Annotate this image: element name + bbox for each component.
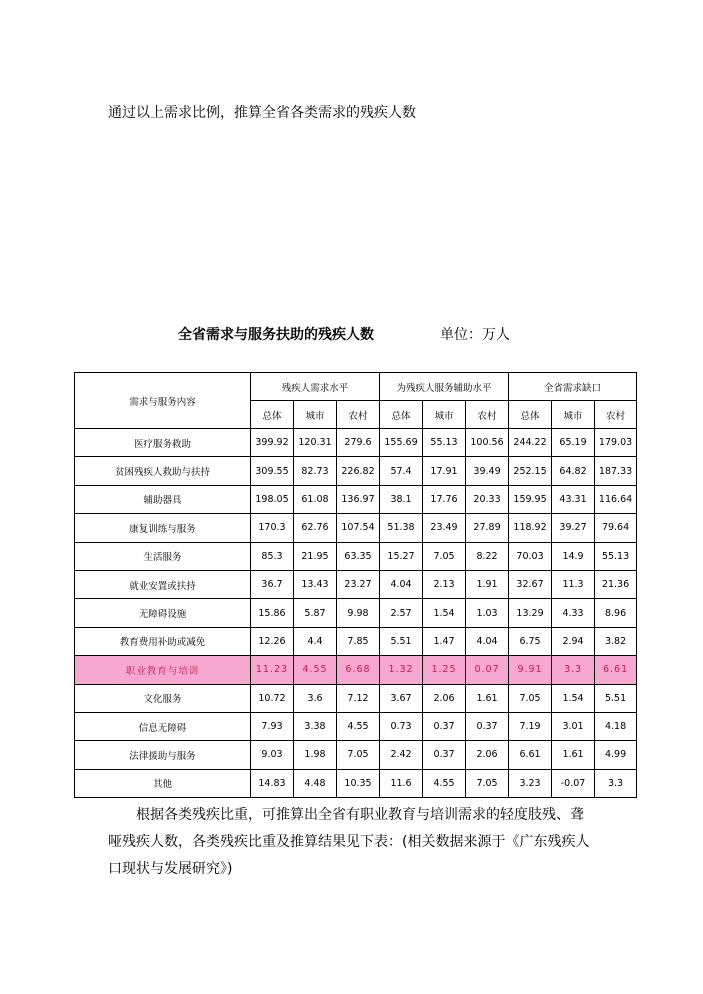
row-label: 其他 [75,769,251,797]
table-cell: 17.76 [423,485,466,513]
row-label: 辅助器具 [75,485,251,513]
subhead-total: 总体 [380,401,423,429]
row-label: 贫困残疾人救助与扶持 [75,457,251,485]
table-cell: 1.47 [423,627,466,655]
subhead-rural: 农村 [595,401,637,429]
table-cell: 11.6 [380,769,423,797]
table-cell: 61.08 [294,485,337,513]
table-cell: 100.56 [466,429,509,457]
header-row-groups [75,373,637,401]
table-cell: 2.42 [380,741,423,769]
row-label: 文化服务 [75,684,251,712]
table-cell: 65.19 [552,429,595,457]
table-cell: 20.33 [466,485,509,513]
table-cell: 4.18 [595,712,637,740]
table-cell: 226.82 [337,457,380,485]
table-cell: 62.76 [294,514,337,542]
table-cell: 7.85 [337,627,380,655]
table-row [75,542,637,570]
table-cell: 4.04 [380,570,423,598]
table-cell: 8.22 [466,542,509,570]
table-cell: 3.82 [595,627,637,655]
table-cell: 6.61 [509,741,552,769]
table-cell: 0.07 [466,656,509,684]
table-cell: 11.23 [251,656,294,684]
group-header-gap: 全省需求缺口 [509,373,637,401]
table-cell: 1.61 [466,684,509,712]
table-cell: 170.3 [251,514,294,542]
table-row [75,599,637,627]
table-cell: 1.03 [466,599,509,627]
table-cell: 79.64 [595,514,637,542]
table-cell: 309.55 [251,457,294,485]
table-cell: 27.89 [466,514,509,542]
table-row [75,769,637,797]
table-cell: 1.32 [380,656,423,684]
table-cell: 14.83 [251,769,294,797]
table-cell: 70.03 [509,542,552,570]
table-cell: 118.92 [509,514,552,542]
table-cell: 13.43 [294,570,337,598]
subhead-city: 城市 [294,401,337,429]
table-cell: 2.06 [466,741,509,769]
footnote [108,802,608,883]
intro-text: 通过以上需求比例，推算全省各类需求的残疾人数 [108,105,416,121]
table-cell: 3.67 [380,684,423,712]
table-cell: 155.69 [380,429,423,457]
table-cell: 159.95 [509,485,552,513]
table-cell: 5.51 [380,627,423,655]
table-cell: 10.35 [337,769,380,797]
table-cell: 1.91 [466,570,509,598]
table-cell: 399.92 [251,429,294,457]
table-cell: 14.9 [552,542,595,570]
subhead-total: 总体 [251,401,294,429]
table-cell: 2.57 [380,599,423,627]
subhead-total: 总体 [509,401,552,429]
table-cell: 244.22 [509,429,552,457]
table-cell: 4.55 [337,712,380,740]
footnote-line-2: 哑残疾人数，各类残疾比重及推算结果见下表：(相关数据来源于《广东残疾人 [108,834,590,850]
table-cell: 55.13 [595,542,637,570]
table-row [75,656,637,684]
table-cell: 15.86 [251,599,294,627]
table-cell: 187.33 [595,457,637,485]
table-cell: 4.99 [595,741,637,769]
group-header-service: 为残疾人服务辅助水平 [380,373,509,401]
table-cell: 0.37 [423,712,466,740]
table-cell: 17.91 [423,457,466,485]
table-cell: 11.3 [552,570,595,598]
table-row [75,627,637,655]
table-cell: 3.23 [509,769,552,797]
row-label: 就业安置或扶持 [75,570,251,598]
table-row [75,485,637,513]
table-cell: 7.05 [509,684,552,712]
table-cell: 23.49 [423,514,466,542]
table-cell: 2.13 [423,570,466,598]
table-cell: 9.91 [509,656,552,684]
table-cell: 38.1 [380,485,423,513]
table-cell: 4.55 [294,656,337,684]
table-cell: 3.01 [552,712,595,740]
row-label: 信息无障碍 [75,712,251,740]
table-cell: -0.07 [552,769,595,797]
table-cell: 4.33 [552,599,595,627]
table-cell: 3.6 [294,684,337,712]
table-cell: 5.51 [595,684,637,712]
table-cell: 0.73 [380,712,423,740]
table-cell: 7.05 [337,741,380,769]
table-cell: 179.03 [595,429,637,457]
row-label: 教育费用补助或减免 [75,627,251,655]
footnote-line-1: 根据各类残疾比重，可推算出全省有职业教育与培训需求的轻度肢残、聋 [136,807,584,823]
row-label: 生活服务 [75,542,251,570]
table-cell: 7.12 [337,684,380,712]
table-cell: 6.68 [337,656,380,684]
table-cell: 136.97 [337,485,380,513]
row-label-header: 需求与服务内容 [75,373,251,429]
table-cell: 64.82 [552,457,595,485]
table-cell: 39.27 [552,514,595,542]
group-header-demand: 残疾人需求水平 [251,373,380,401]
table-cell: 85.3 [251,542,294,570]
row-label: 无障碍设施 [75,599,251,627]
table-cell: 39.49 [466,457,509,485]
footnote-line-3: 口现状与发展研究》) [108,861,233,877]
table-cell: 1.98 [294,741,337,769]
table-cell: 7.93 [251,712,294,740]
table-row [75,741,637,769]
table-cell: 7.05 [466,769,509,797]
table-cell: 51.38 [380,514,423,542]
table-cell: 6.61 [595,656,637,684]
table-cell: 198.05 [251,485,294,513]
table-cell: 0.37 [423,741,466,769]
table-cell: 12.26 [251,627,294,655]
subhead-city: 城市 [423,401,466,429]
subhead-rural: 农村 [337,401,380,429]
table-cell: 1.54 [552,684,595,712]
table-cell: 10.72 [251,684,294,712]
table-cell: 1.25 [423,656,466,684]
table-row [75,570,637,598]
table-cell: 6.75 [509,627,552,655]
table-title: 全省需求与服务扶助的残疾人数 [178,327,374,343]
table-cell: 2.94 [552,627,595,655]
table-cell: 107.54 [337,514,380,542]
table-cell: 32.67 [509,570,552,598]
table-row [75,514,637,542]
table-cell: 23.27 [337,570,380,598]
table-cell: 57.4 [380,457,423,485]
table-cell: 36.7 [251,570,294,598]
table-cell: 4.55 [423,769,466,797]
subhead-rural: 农村 [466,401,509,429]
table-cell: 21.95 [294,542,337,570]
table-row [75,457,637,485]
row-label: 职业教育与培训 [75,656,251,684]
table-row [75,684,637,712]
table-body [75,373,637,798]
table-cell: 82.73 [294,457,337,485]
table-cell: 4.4 [294,627,337,655]
table-cell: 3.3 [595,769,637,797]
table-cell: 120.31 [294,429,337,457]
table-cell: 1.61 [552,741,595,769]
table-cell: 5.87 [294,599,337,627]
table-cell: 15.27 [380,542,423,570]
table-cell: 63.35 [337,542,380,570]
row-label: 法律援助与服务 [75,741,251,769]
table-cell: 55.13 [423,429,466,457]
table-cell: 7.05 [423,542,466,570]
row-label: 康复训练与服务 [75,514,251,542]
unit-label: 单位：万人 [440,327,510,343]
table-cell: 9.98 [337,599,380,627]
table-cell: 252.15 [509,457,552,485]
table-cell: 0.37 [466,712,509,740]
table-cell: 43.31 [552,485,595,513]
table-cell: 116.64 [595,485,637,513]
table-cell: 1.54 [423,599,466,627]
table-cell: 8.96 [595,599,637,627]
row-label: 医疗服务救助 [75,429,251,457]
table-cell: 7.19 [509,712,552,740]
table-cell: 3.38 [294,712,337,740]
table-row [75,712,637,740]
subhead-city: 城市 [552,401,595,429]
table-cell: 3.3 [552,656,595,684]
table-cell: 21.36 [595,570,637,598]
table-row [75,429,637,457]
table-cell: 4.48 [294,769,337,797]
data-table [74,372,637,798]
table-cell: 4.04 [466,627,509,655]
table-cell: 279.6 [337,429,380,457]
table-cell: 13.29 [509,599,552,627]
table-cell: 2.06 [423,684,466,712]
table-cell: 9.03 [251,741,294,769]
